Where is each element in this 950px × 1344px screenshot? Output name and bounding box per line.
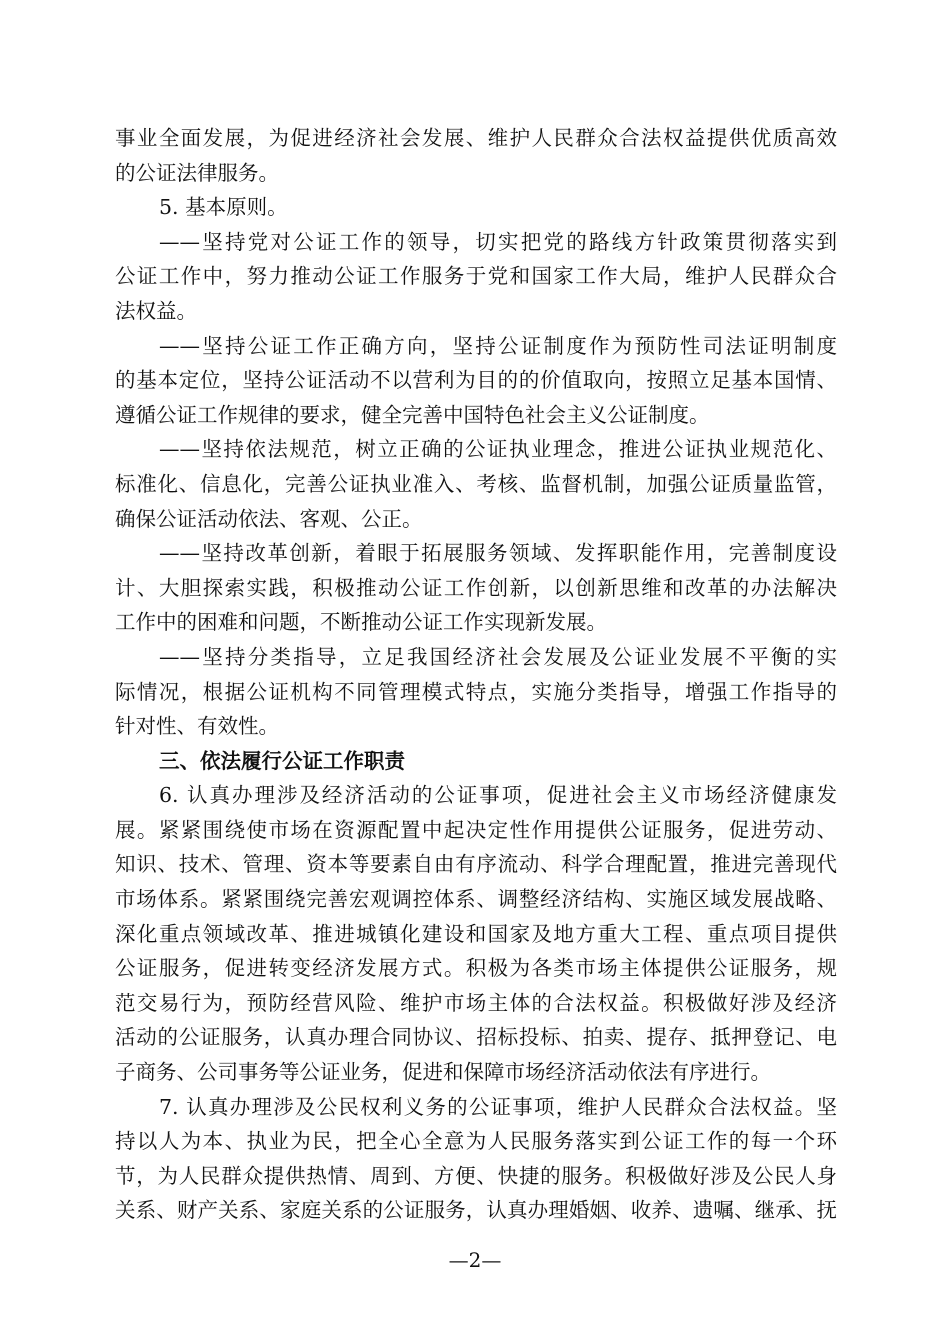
text-line: 持以人为本、执业为民，把全心全意为人民服务落实到公证工作的每一个环 xyxy=(115,1129,837,1154)
paragraph xyxy=(115,536,837,640)
text-line: 三、依法履行公证工作职责 xyxy=(159,748,405,773)
text-line: ——坚持改革创新，着眼于拓展服务领域、发挥职能作用，完善制度设 xyxy=(159,541,837,566)
paragraph xyxy=(115,225,837,329)
paragraph xyxy=(115,778,837,1089)
text-line: 际情况，根据公证机构不同管理模式特点，实施分类指导，增强工作指导的 xyxy=(115,679,837,704)
text-line: 子商务、公司事务等公证业务，促进和保障市场经济活动依法有序进行。 xyxy=(115,1060,771,1085)
paragraph xyxy=(115,121,837,190)
text-line: 计、大胆探索实践，积极推动公证工作创新，以创新思维和改革的办法解决 xyxy=(115,575,837,600)
text-line: 遵循公证工作规律的要求，健全完善中国特色社会主义公证制度。 xyxy=(115,402,710,427)
text-line: 公证服务，促进转变经济发展方式。积极为各类市场主体提供公证服务，规 xyxy=(115,956,837,981)
section-heading xyxy=(115,744,837,779)
text-line: 的基本定位，坚持公证活动不以营利为目的的价值取向，按照立足基本国情、 xyxy=(115,368,837,393)
paragraph xyxy=(115,190,837,225)
text-line: 法权益。 xyxy=(115,298,197,323)
text-line: 知识、技术、管理、资本等要素自由有序流动、科学合理配置，推进完善现代 xyxy=(115,852,837,877)
text-line: 针对性、有效性。 xyxy=(115,714,279,739)
text-line: ——坚持公证工作正确方向，坚持公证制度作为预防性司法证明制度 xyxy=(159,333,837,358)
text-line: 深化重点领域改革、推进城镇化建设和国家及地方重大工程、重点项目提供 xyxy=(115,921,837,946)
text-line: 节，为人民群众提供热情、周到、方便、快捷的服务。积极做好涉及公民人身 xyxy=(115,1163,837,1188)
text-line: 范交易行为，预防经营风险、维护市场主体的合法权益。积极做好涉及经济 xyxy=(115,990,837,1015)
text-line: 关系、财产关系、家庭关系的公证服务，认真办理婚姻、收养、遗嘱、继承、抚 xyxy=(115,1198,837,1223)
text-line: 7. 认真办理涉及公民权利义务的公证事项，维护人民群众合法权益。坚 xyxy=(159,1094,837,1119)
text-line: ——坚持党对公证工作的领导，切实把党的路线方针政策贯彻落实到 xyxy=(159,229,837,254)
text-line: 确保公证活动依法、客观、公正。 xyxy=(115,506,423,531)
text-line: ——坚持依法规范，树立正确的公证执业理念，推进公证执业规范化、 xyxy=(159,437,837,462)
page-number: —2— xyxy=(448,1248,502,1272)
text-line: 5. 基本原则。 xyxy=(159,195,288,220)
text-line: 活动的公证服务，认真办理合同协议、招标投标、拍卖、提存、抵押登记、电 xyxy=(115,1025,837,1050)
text-line: 市场体系。紧紧围绕完善宏观调控体系、调整经济结构、实施区域发展战略、 xyxy=(115,887,837,912)
text-line: 6. 认真办理涉及经济活动的公证事项，促进社会主义市场经济健康发 xyxy=(159,783,837,808)
paragraph xyxy=(115,329,837,433)
text-line: 的公证法律服务。 xyxy=(115,160,279,185)
text-line: 事业全面发展，为促进经济社会发展、维护人民群众合法权益提供优质高效 xyxy=(115,126,837,150)
text-line: ——坚持分类指导，立足我国经济社会发展及公证业发展不平衡的实 xyxy=(159,644,837,669)
paragraph xyxy=(115,1090,837,1228)
text-line: 工作中的困难和问题，不断推动公证工作实现新发展。 xyxy=(115,610,607,635)
paragraph xyxy=(115,432,837,536)
text-line: 公证工作中，努力推动公证工作服务于党和国家工作大局，维护人民群众合 xyxy=(115,264,837,289)
text-line: 标准化、信息化，完善公证执业准入、考核、监督机制，加强公证质量监管， xyxy=(115,471,837,496)
document-body xyxy=(115,121,837,1228)
paragraph xyxy=(115,640,837,744)
text-line: 展。紧紧围绕使市场在资源配置中起决定性作用提供公证服务，促进劳动、 xyxy=(115,817,837,842)
